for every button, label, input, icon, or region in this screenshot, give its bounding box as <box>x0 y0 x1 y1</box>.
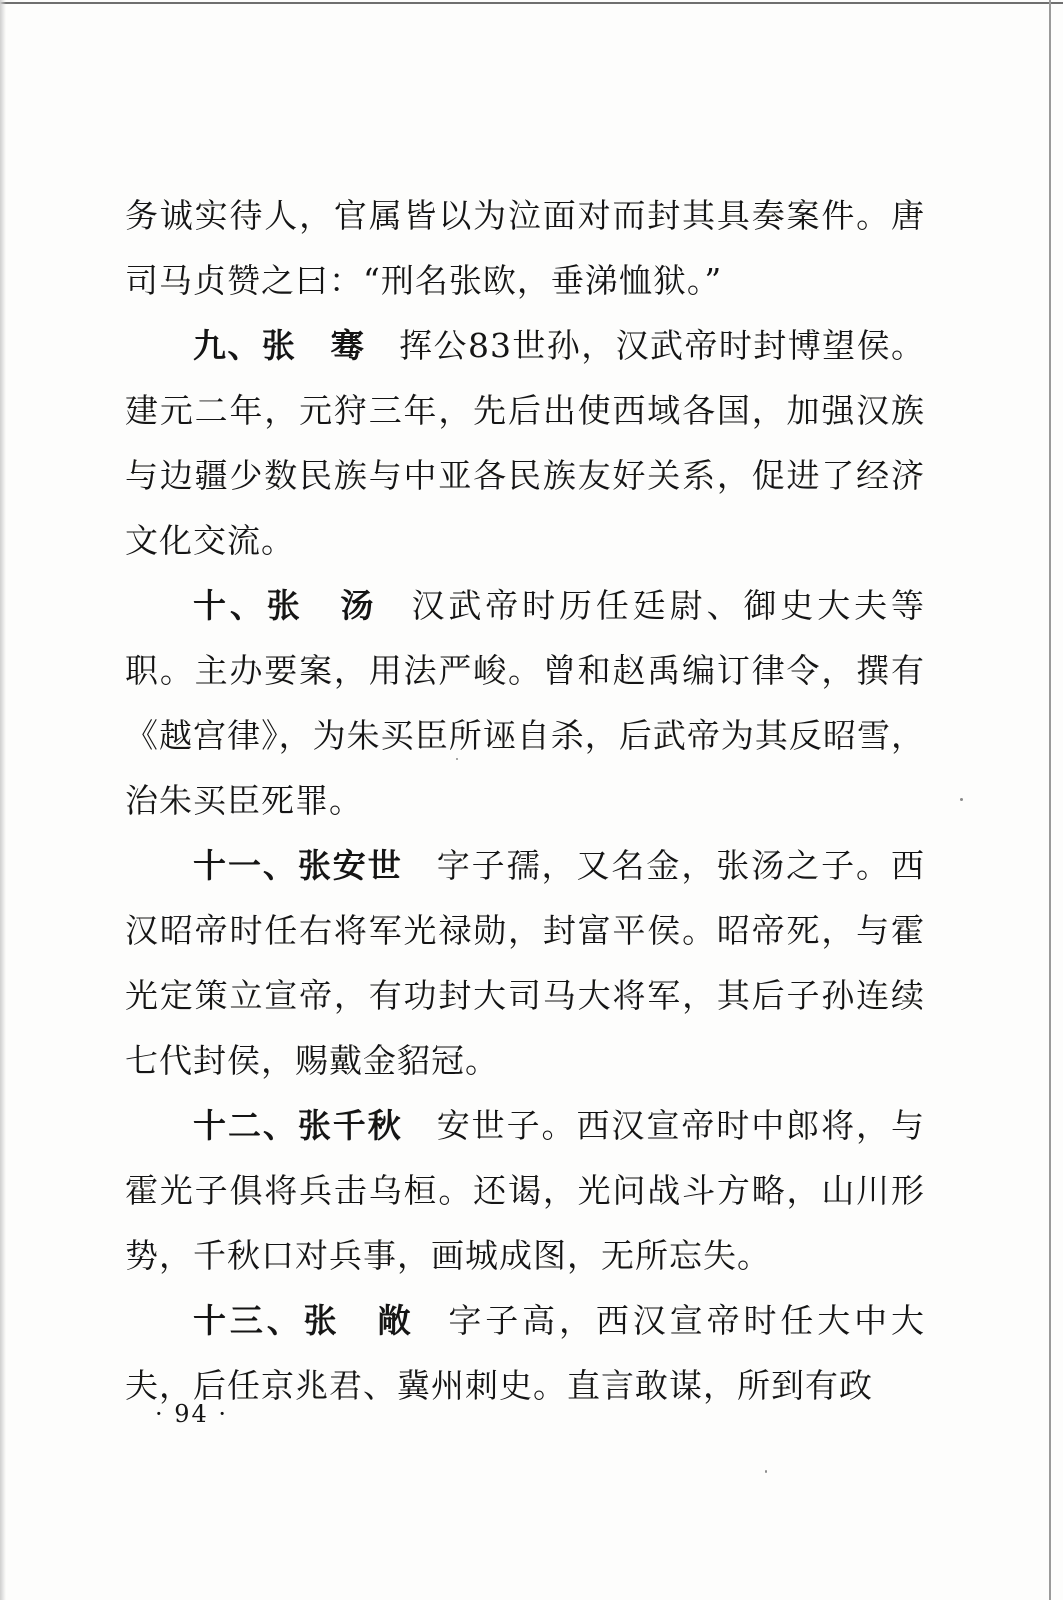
paragraph-2-text: 挥公83世孙，汉武帝时封博望侯。建元二年，元狩三年，先后出使西域各国，加强汉族与边疆少数民族与中亚各民族友好关系，促进了经济文化交流。 <box>125 326 925 560</box>
paragraph-6 <box>125 1288 925 1418</box>
paragraph-4-heading: 十一、张安世 <box>193 846 403 885</box>
top-edge-line <box>0 2 1063 4</box>
paragraph-3-heading: 十、张 汤 <box>193 586 378 625</box>
paragraph-4-text: 字子孺，又名金，张汤之子。西汉昭帝时任右将军光禄勋，封富平侯。昭帝死，与霍光定策立宣帝，有功封大司马大将军，其后子孙连续七代封侯，赐戴金貂冠。 <box>125 846 926 1080</box>
paragraph-2-heading: 九、张 骞 <box>193 326 366 365</box>
right-edge-line <box>1049 0 1051 1600</box>
scan-speck <box>960 798 963 801</box>
paragraph-2 <box>125 313 925 573</box>
scan-speck <box>765 1470 767 1473</box>
paragraph-5-heading: 十二、张千秋 <box>193 1106 403 1145</box>
scan-speck <box>456 758 458 760</box>
paragraph-3-text: 汉武帝时历任廷尉、御史大夫等职。主办要案，用法严峻。曾和赵禹编订律令，撰有《越宫律》，为朱买臣所诬自杀，后武帝为其反昭雪，治朱买臣死罪。 <box>125 586 926 820</box>
paragraph-1 <box>125 183 925 313</box>
paragraph-6-heading: 十三、张 敞 <box>193 1301 415 1340</box>
body-text <box>125 183 925 1418</box>
paragraph-4 <box>125 833 925 1093</box>
paragraph-6-text: 字子高，西汉宣帝时任大中大夫，后任京兆君、冀州刺史。直言敢谋，所到有政 <box>125 1301 926 1405</box>
paragraph-1-text: 务诚实待人，官属皆以为泣面对而封其具奏案件。唐司马贞赞之曰：“刑名张欧，垂涕恤狱。” <box>125 196 925 300</box>
paragraph-3 <box>125 573 925 833</box>
paragraph-5 <box>125 1093 925 1288</box>
page-number: · 94 · <box>155 1400 229 1428</box>
left-edge-shadow <box>0 0 6 1600</box>
paragraph-5-text: 安世子。西汉宣帝时中郎将，与霍光子俱将兵击乌桓。还谒，光问战斗方略，山川形势，千秋口对兵事，画城成图，无所忘失。 <box>125 1106 926 1275</box>
